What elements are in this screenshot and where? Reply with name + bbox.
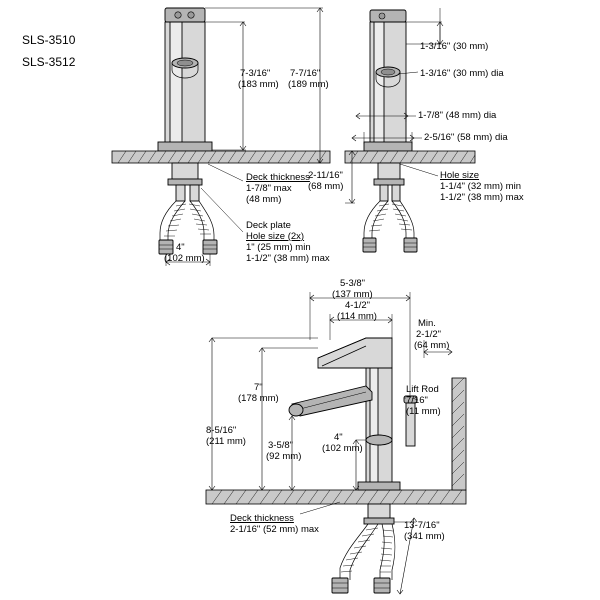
dim-overall-height-tl-2: (189 mm) <box>288 79 329 90</box>
label-hole-size-tr: Hole size <box>440 170 480 181</box>
dim-min-clearance-in: 2-1/2" <box>416 329 442 340</box>
dim-overall-reach-mm: (137 mm) <box>332 289 373 300</box>
dim-spout-reach-in: 4-1/2" <box>345 300 371 311</box>
dim-min-clearance-mm: (64 mm) <box>414 340 450 351</box>
dim-hole-size-tl-max: 1-1/2" (38 mm) max <box>246 253 330 264</box>
dim-lift-rod-mm: (11 mm) <box>406 406 441 417</box>
dim-handle-offset-tr: 1-3/16" (30 mm) <box>420 41 489 52</box>
dim-body-dia-tr: 1-7/8" (48 mm) dia <box>418 110 497 121</box>
dim-spout-outlet-in: 4" <box>334 432 343 443</box>
dim-spread-tl-mm: (102 mm) <box>164 253 205 264</box>
dim-deck-height-tr-in: 2-11/16" <box>308 170 343 181</box>
dim-deck-thickness-b: 2-1/16" (52 mm) max <box>230 524 319 535</box>
dim-spout-height-tl-2: (183 mm) <box>238 79 279 90</box>
dim-deck-thickness-tl-max: 1-7/8" max <box>246 183 292 194</box>
dim-overall-height-b-mm: (211 mm) <box>206 436 246 447</box>
dim-deck-thickness-tl-mm: (48 mm) <box>246 194 282 205</box>
dim-handle-clearance-mm: (92 mm) <box>266 451 302 462</box>
dim-hose-length-in: 13-7/16" <box>404 520 440 531</box>
dim-spout-outlet-mm: (102 mm) <box>322 443 363 454</box>
top-left-faucet-view <box>112 8 330 266</box>
dim-handle-dia-tr: 1-3/16" (30 mm) dia <box>420 68 504 79</box>
dim-spout-reach-mm: (114 mm) <box>337 311 377 322</box>
label-deck-plate-tl: Deck plate <box>246 220 291 231</box>
model-number-1: SLS-3510 <box>22 33 76 47</box>
label-deck-thickness-tl: Deck thickness <box>246 172 310 183</box>
dim-spout-height-b-mm: (178 mm) <box>238 393 279 404</box>
dim-spout-height-b-in: 7" <box>254 382 263 393</box>
dim-deck-height-tr-mm: (68 mm) <box>308 181 344 192</box>
model-number-2: SLS-3512 <box>22 55 76 69</box>
dim-hole-size-tr-max: 1-1/2" (38 mm) max <box>440 192 524 203</box>
dim-overall-reach-in: 5-3/8" <box>340 278 366 289</box>
dim-spout-height-tl-1: 7-3/16" <box>240 68 271 79</box>
dim-base-dia-tr: 2-5/16" (58 mm) dia <box>424 132 508 143</box>
dim-lift-rod-in: 7/16" <box>406 395 428 406</box>
label-deck-thickness-b: Deck thickness <box>230 513 294 524</box>
dim-hose-length-mm: (341 mm) <box>404 531 445 542</box>
label-hole-size-tl: Hole size (2x) <box>246 231 305 242</box>
dim-hole-size-tr-min: 1-1/4" (32 mm) min <box>440 181 521 192</box>
dim-spread-tl-in: 4" <box>176 242 185 253</box>
dim-handle-clearance-in: 3-5/8" <box>268 440 294 451</box>
dim-hole-size-tl-min: 1" (25 mm) min <box>246 242 311 253</box>
label-lift-rod: Lift Rod <box>406 384 439 395</box>
dim-overall-height-tl-1: 7-7/16" <box>290 68 321 79</box>
dim-overall-height-b-in: 8-5/16" <box>206 425 237 436</box>
dim-min-clearance-label: Min. <box>418 318 436 329</box>
